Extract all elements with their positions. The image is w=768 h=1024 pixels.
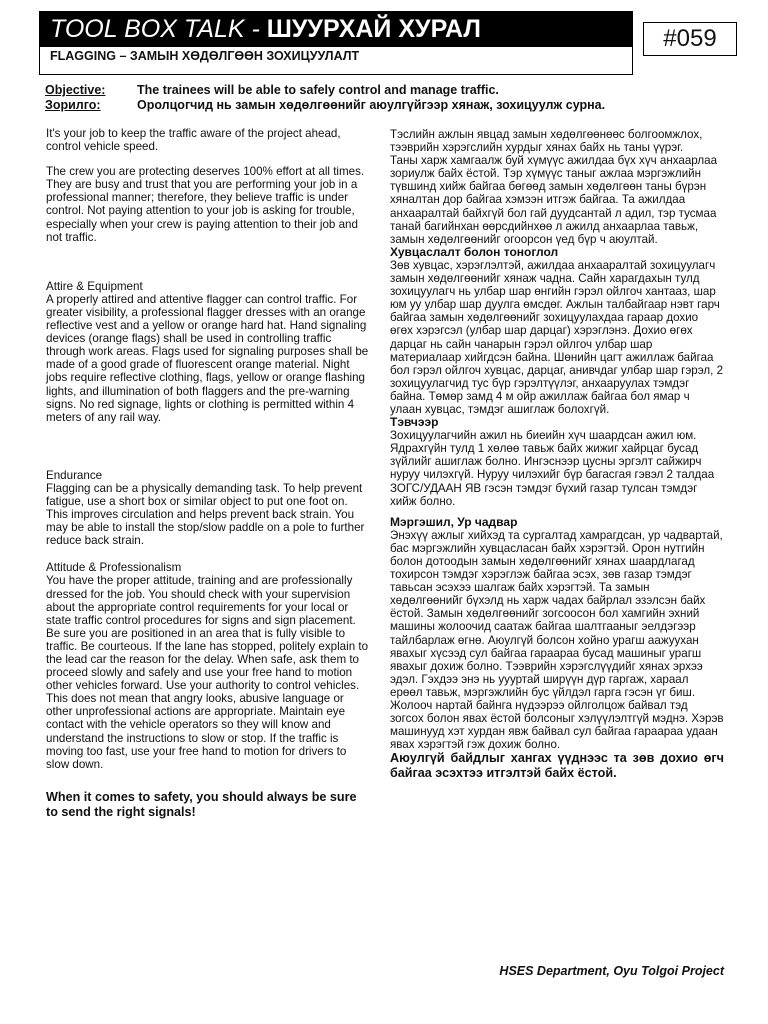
closing-statement: When it comes to safety, you should always be sure to send the right signals! xyxy=(46,789,357,819)
attire-paragraph: A properly attired and attentive flagger can control traffic. For greater visibility, a professional flagger dresses with an orange reflective vest and a yellow or orange hard hat. Hand signaling devices (orange flags) shall be used in controlling traffic through work areas. Flags used for signaling purposes shall be made of a good grade of fluorescent orange material. Night jobs require reflective clothing, flags, yellow or orange flashing lights, and illumination of both flaggers and the pre-warning signs. No red signage, lights or clothing is permitted within 4 meters of any rail way. xyxy=(46,292,369,424)
attire-paragraph-mn: Зөв хувцас, хэрэглэлтэй, ажилдаа анхааралтай зохицуулагч замын хөдөлгөөнийг хянаж чадна. Сайн харагдахын тулд зохицуулагч нь улбар шар өнгийн гэрэл ойлгоч хантааз, шар юм уу улбар шар дуулга өмсдөг. Ажлын талбайгаар нэвт гарч байгаа замын хөдөлгөөнийг зохицуулахдаа гараар дохио өгөх хэрэгсэл (улбар шар дарцаг) хэрэглэнэ. Дохио өгөх дарцаг нь сайн чанарын гэрэл ойлгоч улбар шар материалаар хийгдсэн байна. Шөнийн цагт ажиллаж байгаа бол гэрэл ойлгоч хувцас, дарцаг, анивчдаг улбар шар гэрэл, 2 зохицуулагчид тус бүр гэрэлтүүлэг, анхааруулах тэмдэг байна. Төмөр замд 4 м ойр ажиллаж байгаа бол ямар ч улаан хувцас, тэмдэг ашиглаж болохгүй. xyxy=(390,258,724,416)
attitude-paragraph: You have the proper attitude, training and are professionally dressed for the job. You should check with your supervision about the appropriate control requirements for your local or state traffic control procedures for signs and sign placement. Be sure you are positioned in an area that is fully visible to traffic. Be courteous. If the lane has stopped, politely explain to the lead car the reason for the delay. When safe, ask them to proceed slowly and safely and use your free hand to motion other vehicles forward. Use your authority to control vehicles. This does not mean that angry looks, abusive language or other unprofessional actions are appropriate. Maintain eye contact with the vehicle operators so they will know and understand the instructions to slow or stop. If the traffic is moving too fast, use your free hand to motion for drivers to slow down. xyxy=(46,574,369,771)
mongolian-column xyxy=(390,128,724,781)
attire-heading-mn: Хувцаслалт болон тоноглол xyxy=(390,244,559,259)
title-english: TOOL BOX TALK - xyxy=(50,15,260,43)
endurance-heading-mn: Тэвчээр xyxy=(390,415,439,430)
footer-department: HSES Department, Oyu Tolgoi Project xyxy=(499,964,724,978)
objective-mongolian xyxy=(45,98,605,112)
endurance-paragraph: Flagging can be a physically demanding task. To help prevent fatigue, use a short box or similar object to put one foot on. This improves circulation and helps prevent back strain. You may be able to install the stop/slow paddle on a pole to further reduce back strain. xyxy=(46,481,365,548)
crew-paragraph-mn: Таны харж хамгаалж буй хүмүүс ажилдаа бүх хүч анхаарлаа зориулж байх ёстой. Тэр хүмүүс таныг ажлаа мэргэжлийн түвшинд хийж байгаа бөгөөд замын хөдөлгөөн таны бүрэн хяналтан дор байгаа хэмээн итгэж байгаа. Та ажилдаа анхааралтай байхгүй бол гай дуудсантай л адил, тэр тусмаа танай багийнхан өөрсдийнхөө л ажилд анхаарлаа тавьж, замын хөдөлгөөнийг огоорсон үед бүр ч аюултай. xyxy=(390,154,718,246)
attire-heading: Attire & Equipment xyxy=(46,279,143,293)
document-number: #059 xyxy=(643,22,737,56)
objective-text-mn: Оролцогчид нь замын хөдөлгөөнийг аюулгүйгээр хянаж, зохицуулж сурна. xyxy=(137,98,606,112)
closing-statement-mn: Аюулгүй байдлыг хангах үүднээс та зөв дохио өгч байгаа эсэхтээ итгэлтэй байх ёстой. xyxy=(390,751,724,781)
document-subtitle: FLAGGING – ЗАМЫН ХӨДӨЛГӨӨН ЗОХИЦУУЛАЛТ xyxy=(50,49,360,63)
endurance-heading: Endurance xyxy=(46,468,103,482)
objective-english xyxy=(45,83,499,97)
intro-paragraph: It's your job to keep the traffic aware of the project ahead, control vehicle speed. xyxy=(46,127,341,154)
objective-label-mn: Зорилго: xyxy=(45,98,101,112)
intro-paragraph-mn: Тэслийн ажлын явцад замын хөдөлгөөнөөс болгоомжлох, тээврийн хэрэгслийн хурдыг хянах байх нь таны үүрэг. xyxy=(390,128,703,155)
attitude-heading: Attitude & Professionalism xyxy=(46,561,182,575)
attitude-heading-mn: Мэргэшил, Ур чадвар xyxy=(390,514,518,529)
attitude-paragraph-mn: Энэхүү ажлыг хийхэд та сургалтад хамрагдсан, ур чадвартай, бас мэргэжлийн хувцасласан байх хэрэгтэй. Орон нутгийн болон дотоодын замын хөдөлгөөнийг хянах шаардлагад тохирсон тэмдэг хэрэглэж байгаа эсэх, зөв газар тэмдэг тавьсан эсэхээ шалгаж байх хэрэгтэй. Та замын хөдөлгөөнийг бүхэлд нь харж чадах байрлал эзэлсэн байх ёстой. Замын хөдөлгөөнийг зогсоосон бол хамгийн эхний машины жолоочид саатаж байгаа шалтгааныг эелдэгээр тайлбарлаж өгнө. Аюулгүй болсон хойно урагш аажуухан явахыг хүсээд сул байгаа гараараа бусад машиныг урагш явахыг дохиж болно. Тээврийн хэрэгслүүдийг хянах эрхээ эдэл. Гэхдээ энэ нь уууртай ширүүн дүр гаргаж, хараал ерөөл тавьж, мэргэжлийн бус үйлдэл гарга гэсэн үг биш. Жолооч нартай байнга нүдээрээ ойлголцож байвал тэд зогсох болон явах ёстой болсоныг хэлүүлэлтгүй мэднэ. Хэрэв машинууд хэт хурдан явж байвал сул байгаа гараараа удаан явах хэрэгтэй гэж дохиж болно. xyxy=(390,528,724,752)
objective-label: Objective: xyxy=(45,83,106,97)
crew-paragraph: The crew you are protecting deserves 100% effort at all times. They are busy and trust that you are performing your job in a professional manner; therefore, they believe traffic is under control. Not paying attention to your job is asking for trouble, especially when your crew is paying attention to their job and not traffic. xyxy=(46,165,365,244)
english-column xyxy=(46,127,370,820)
document-title xyxy=(50,11,481,47)
title-mongolian: ШУУРХАЙ ХУРАЛ xyxy=(266,15,481,43)
objective-text: The trainees will be able to safely control and manage traffic. xyxy=(137,83,499,97)
endurance-paragraph-mn: Зохицуулагчийн ажил нь биеийн хүч шаардсан ажил юм. Ядрахгүйн тулд 1 хөлөө тавьж байх жижиг хайрцаг бусад зүйлийг ашиглаж болно. Ингэснээр цусны эргэлт сайжирч нуруу чилэхгүй. Нуруу чилэхийг бүр багасгая гэвэл 2 талдаа ЗОГС/УДААН ЯВ гэсэн тэмдэг бүхий газар тулсан тэмдэг хийж болно. xyxy=(390,429,715,508)
